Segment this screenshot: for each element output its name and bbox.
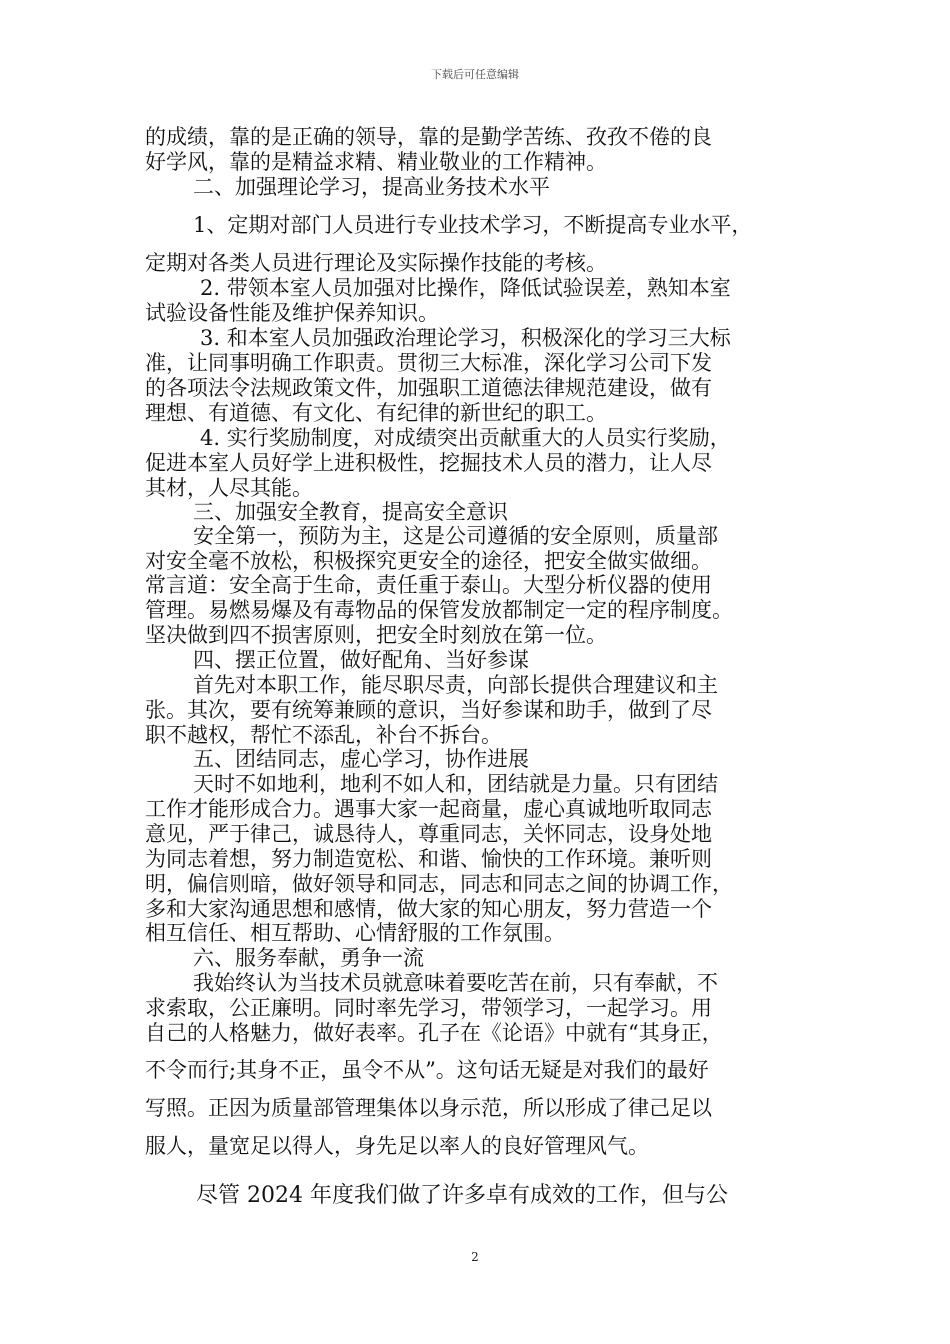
- text-line: 安全第一，预防为主，这是公司遵循的安全原则，质量部: [193, 524, 718, 548]
- text-line: 3. 和本室人员加强政治理论学习，积极深化的学习三大标: [200, 326, 731, 350]
- text-line: 相互信任、相互帮助、心情舒服的工作氛围。: [145, 921, 565, 945]
- section-heading: 二、加强理论学习，提高业务技术水平: [193, 175, 550, 199]
- text-line: 的成绩，靠的是正确的领导，靠的是勤学苦练、孜孜不倦的良: [145, 125, 712, 149]
- section-heading: 五、团结同志，虚心学习，协作进展: [193, 747, 529, 771]
- text-line: 张。其次，要有统筹兼顾的意识，当好参谋和助手，做到了尽: [145, 698, 712, 722]
- text-line: 其材，人尽其能。: [145, 476, 313, 500]
- text-line: 常言道：安全高于生命，责任重于泰山。大型分析仪器的使用: [145, 573, 712, 597]
- text-line: 准，让同事明确工作职责。贯彻三大标准，深化学习公司下发: [145, 351, 712, 375]
- text-line: 职不越权，帮忙不添乱，补台不拆台。: [145, 723, 502, 747]
- text-line: 4. 实行奖励制度，对成绩突出贡献重大的人员实行奖励，: [200, 426, 731, 450]
- text-line: 我始终认为当技术员就意味着要吃苦在前，只有奉献，不: [193, 971, 718, 995]
- text-line: 2. 带领本室人员加强对比操作，降低试验误差，熟知本室: [200, 276, 731, 300]
- text-line: 定期对各类人员进行理论及实际操作技能的考核。: [145, 251, 607, 275]
- text-line: 多和大家沟通思想和感情，做大家的知心朋友，努力营造一个: [145, 897, 712, 921]
- text-line: 对安全毫不放松，积极探究更安全的途径，把安全做实做细。: [145, 549, 712, 573]
- text-line: 为同志着想，努力制造宽松、和谐、愉快的工作环境。兼听则: [145, 847, 712, 871]
- text-line: 的各项法令法规政策文件，加强职工道德法律规范建设，做有: [145, 376, 712, 400]
- text-line: 天时不如地利，地利不如人和，团结就是力量。只有团结: [193, 772, 718, 796]
- text-line: 首先对本职工作，能尽职尽责，向部长提供合理建议和主: [193, 673, 718, 697]
- section-heading: 三、加强安全教育，提高安全意识: [193, 500, 508, 524]
- text-line: 明，偏信则暗，做好领导和同志，同志和同志之间的协调工作，: [145, 872, 733, 896]
- text-line: 管理。易燃易爆及有毒物品的保管发放都制定一定的程序制度。: [145, 598, 733, 622]
- text-line: 意见，严于律己，诚恳待人，尊重同志，关怀同志，设身处地: [145, 822, 712, 846]
- text-line: 写照。正因为质量部管理集体以身示范，所以形成了律己足以: [145, 1096, 712, 1120]
- text-line: 促进本室人员好学上进积极性，挖掘技术人员的潜力，让人尽: [145, 451, 712, 475]
- text-line: 好学风，靠的是精益求精、精业敬业的工作精神。: [145, 150, 607, 174]
- page-header: 下载后可任意编辑: [431, 68, 519, 81]
- text-line: 1、定期对部门人员进行专业技术学习，不断提高专业水平，: [193, 213, 753, 237]
- text-line: 自己的人格魅力，做好表率。孔子在《论语》中就有“其身正，: [145, 1021, 723, 1045]
- text-line: 理想、有道德、有文化、有纪律的新世纪的职工。: [145, 401, 607, 425]
- text-line: 服人，量宽足以得人，身先足以率人的良好管理风气。: [145, 1134, 649, 1158]
- text-line: 尽管 2024 年度我们做了许多卓有成效的工作，但与公: [196, 1183, 728, 1208]
- text-line: 工作才能形成合力。遇事大家一起商量，虚心真诚地听取同志: [145, 797, 712, 821]
- text-line: 不令而行;其身不正，虽令不从”。这句话无疑是对我们的最好: [145, 1058, 709, 1082]
- text-line: 求索取，公正廉明。同时率先学习，带领学习，一起学习。用: [145, 996, 712, 1020]
- section-heading: 六、服务奉献，勇争一流: [193, 946, 424, 970]
- section-heading: 四、摆正位置，做好配角、当好参谋: [193, 648, 529, 672]
- page-number: 2: [471, 1250, 479, 1264]
- text-line: 坚决做到四不损害原则，把安全时刻放在第一位。: [145, 623, 607, 647]
- text-line: 试验设备性能及维护保养知识。: [145, 301, 439, 325]
